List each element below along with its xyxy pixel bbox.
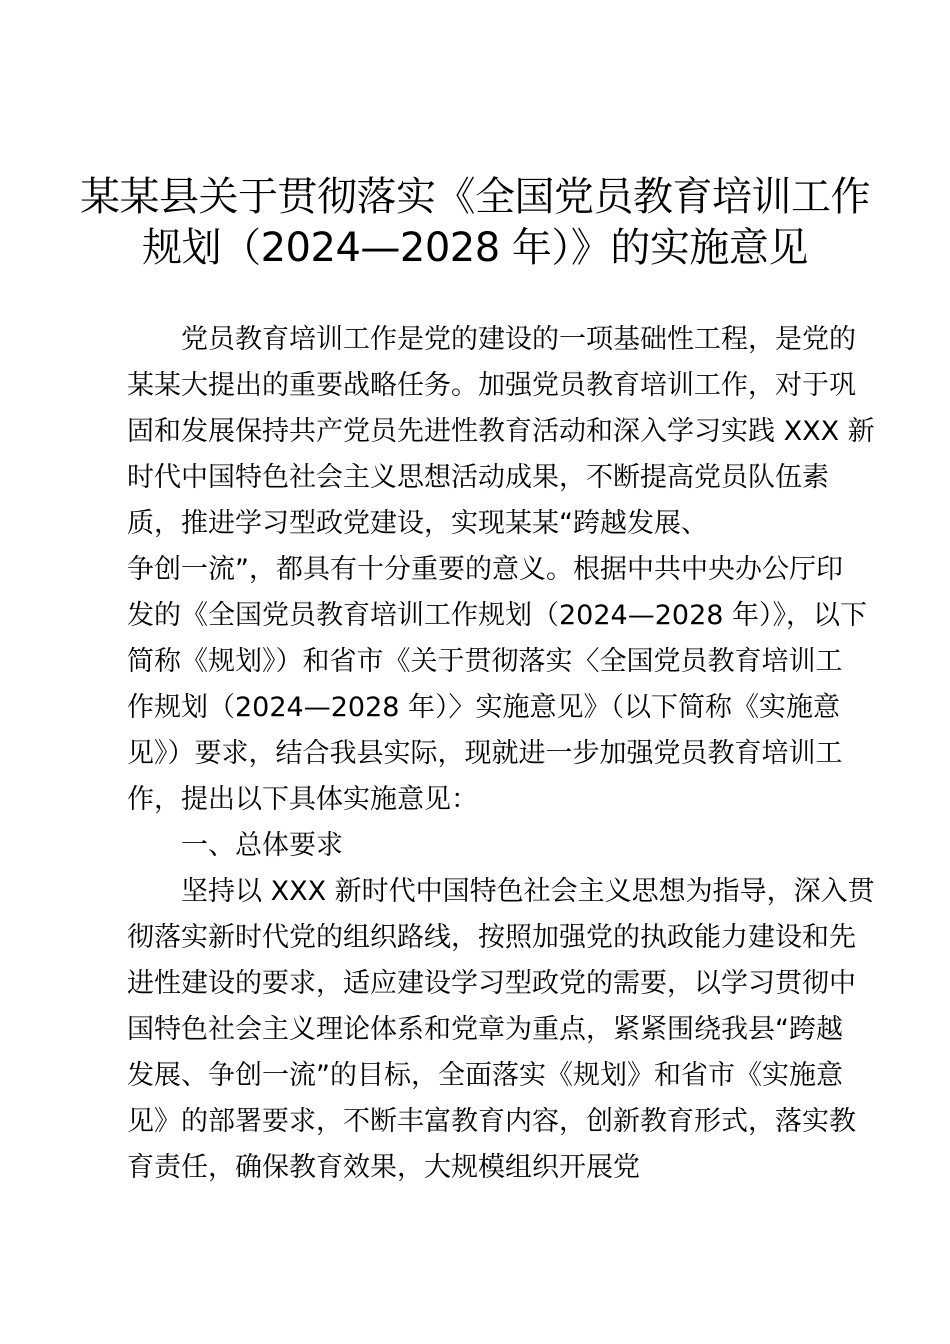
document-title-line-2: 规划（2024—2028 年）》的实施意见 [142, 225, 808, 271]
section-heading: 一、总体要求 [127, 830, 343, 861]
body-text-line: 国特色社会主义理论体系和党章为重点，紧紧围绕我县“跨越 [127, 1014, 843, 1045]
body-text-line: 争创一流”，都具有十分重要的意义。根据中共中央办公厅印 [127, 554, 843, 585]
body-text-line: 某某大提出的重要战略任务。加强党员教育培训工作，对于巩 [127, 370, 856, 401]
body-text-line: 时代中国特色社会主义思想活动成果，不断提高党员队伍素 [127, 462, 829, 493]
body-text-line: 彻落实新时代党的组织路线，按照加强党的执政能力建设和先 [127, 922, 856, 953]
body-text-line: 简称《规划》）和省市《关于贯彻落实〈全国党员教育培训工 [127, 646, 843, 677]
body-text-line: 固和发展保持共产党员先进性教育活动和深入学习实践 XXX 新 [127, 416, 875, 447]
document-title-line-1: 某某县关于贯彻落实《全国党员教育培训工作 [80, 174, 870, 220]
body-text-line: 发的《全国党员教育培训工作规划（2024—2028 年）》，以下 [127, 600, 868, 631]
body-text-line: 坚持以 XXX 新时代中国特色社会主义思想为指导，深入贯 [127, 876, 875, 907]
body-text-line: 见》的部署要求，不断丰富教育内容，创新教育形式，落实教 [127, 1106, 856, 1137]
body-text-line: 进性建设的要求，适应建设学习型政党的需要，以学习贯彻中 [127, 968, 856, 999]
body-text-line: 育责任，确保教育效果，大规模组织开展党 [127, 1152, 640, 1183]
body-text-line: 见》）要求，结合我县实际，现就进一步加强党员教育培训工 [127, 738, 843, 769]
body-text-line: 发展、争创一流”的目标，全面落实《规划》和省市《实施意 [127, 1060, 843, 1091]
body-text-line: 作规划（2024—2028 年）〉实施意见》（以下简称《实施意 [127, 692, 841, 723]
body-text-line: 作，提出以下具体实施意见： [127, 784, 478, 815]
body-text-line: 党员教育培训工作是党的建设的一项基础性工程，是党的 [127, 324, 856, 355]
body-text-line: 质，推进学习型政党建设，实现某某“跨越发展、 [127, 508, 708, 539]
